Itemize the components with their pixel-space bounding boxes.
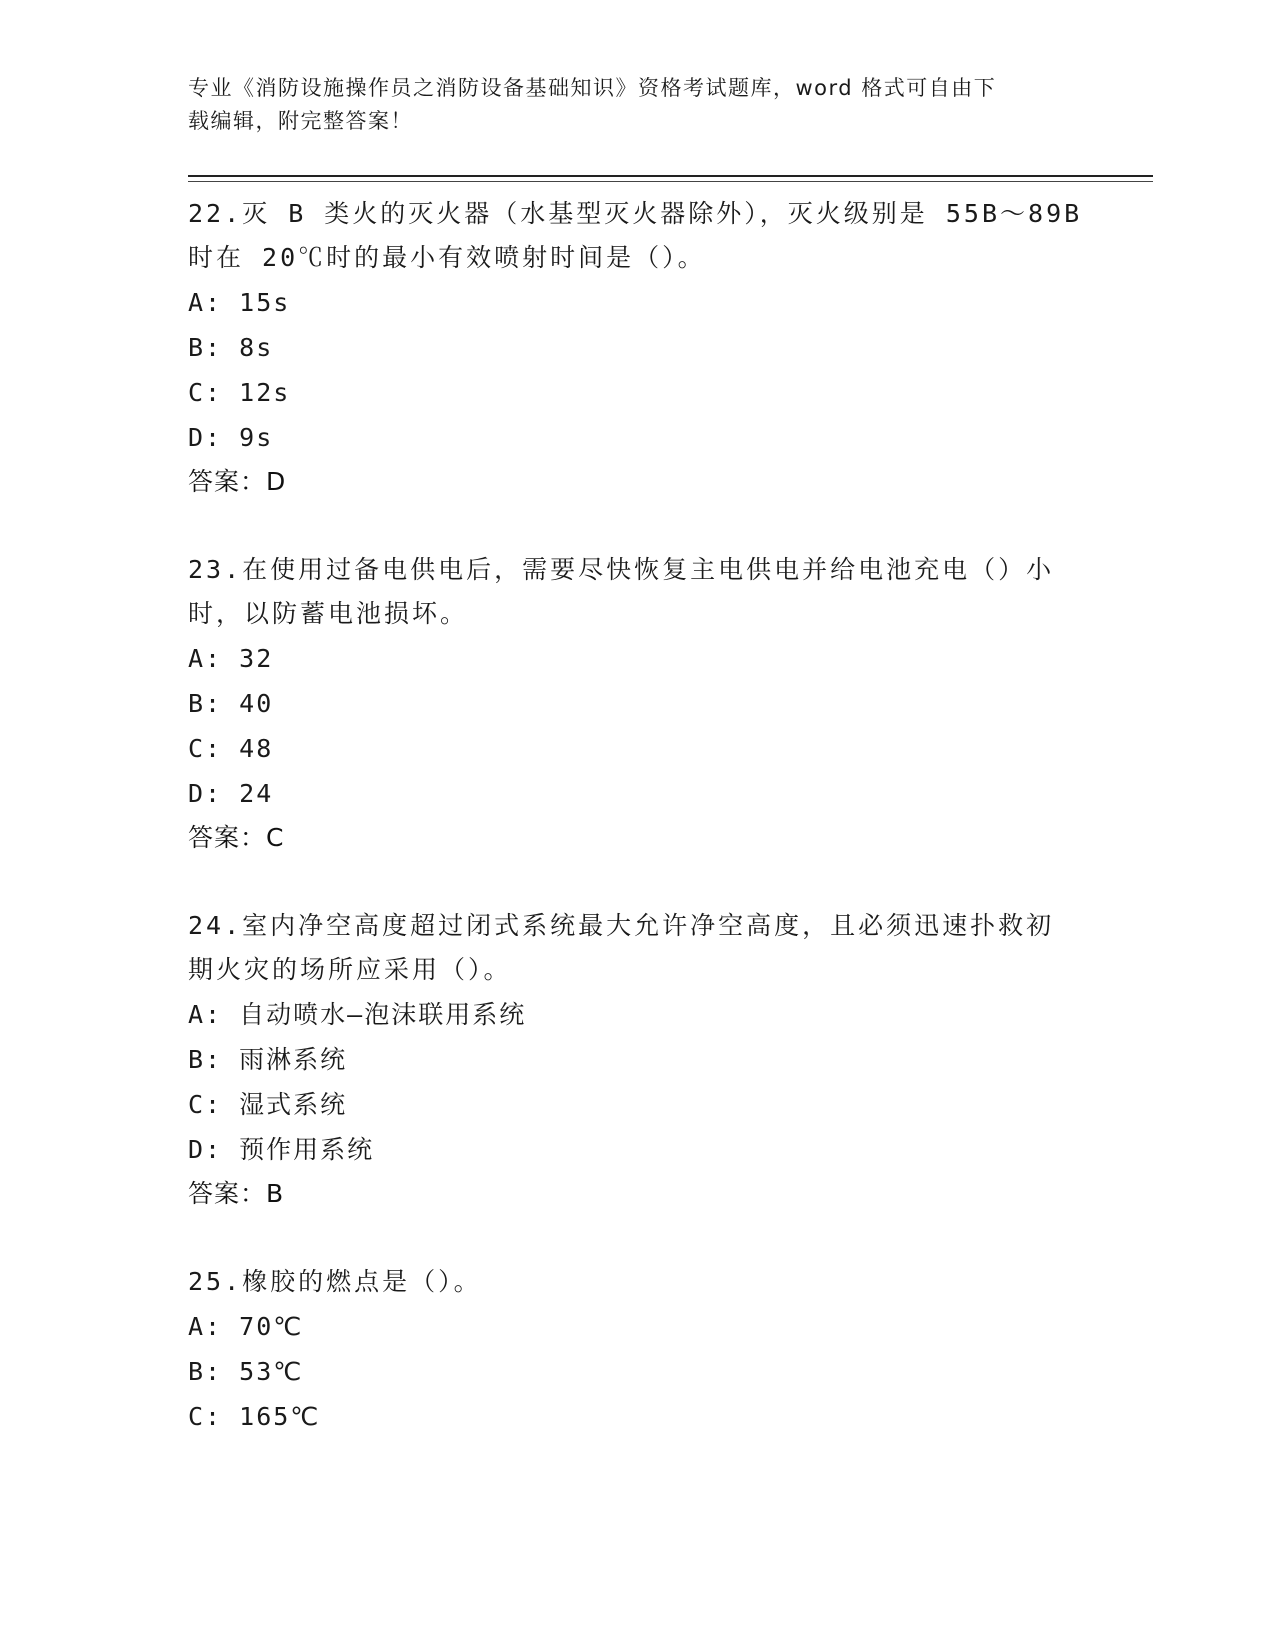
question-24: [188, 904, 1088, 1216]
answer-text: 答案：C: [188, 823, 285, 852]
answer-text: 答案：B: [188, 1179, 285, 1208]
option-c: C: 12s: [188, 378, 291, 407]
option-b: B: 雨淋系统: [188, 1045, 348, 1074]
question-stem-line: 25.橡胶的燃点是（）。: [188, 1267, 482, 1296]
question-22: [188, 192, 1088, 504]
option-d: D: 9s: [188, 423, 274, 452]
document-header: [188, 72, 1068, 138]
answer-text: 答案：D: [188, 467, 287, 496]
header-divider-thick: [188, 175, 1153, 177]
question-list: [188, 192, 1088, 1483]
question-stem-line: 时在 20℃时的最小有效喷射时间是（）。: [188, 243, 706, 272]
option-b: B: 53℃: [188, 1357, 304, 1386]
option-c: C: 48: [188, 734, 274, 763]
question-stem-line: 22.灭 B 类火的灭火器（水基型灭火器除外），灭火级别是 55B～89B: [188, 199, 1083, 228]
question-stem-line: 23.在使用过备电供电后，需要尽快恢复主电供电并给电池充电（）小: [188, 555, 1055, 584]
question-23: [188, 548, 1088, 860]
header-line-1: 专业《消防设施操作员之消防设备基础知识》资格考试题库，word 格式可自由下: [188, 76, 997, 100]
question-stem-line: 24.室内净空高度超过闭式系统最大允许净空高度，且必须迅速扑救初: [188, 911, 1055, 940]
option-d: D: 24: [188, 779, 274, 808]
option-a: A: 15s: [188, 288, 291, 317]
option-b: B: 8s: [188, 333, 274, 362]
question-stem-line: 时，以防蓄电池损坏。: [188, 599, 469, 628]
option-a: A: 70℃: [188, 1312, 304, 1341]
header-divider-thin: [188, 181, 1153, 182]
question-25: [188, 1260, 1088, 1439]
option-c: C: 湿式系统: [188, 1090, 348, 1119]
option-b: B: 40: [188, 689, 274, 718]
option-a: A: 32: [188, 644, 274, 673]
question-stem-line: 期火灾的场所应采用（）。: [188, 955, 512, 984]
option-d: D: 预作用系统: [188, 1135, 375, 1164]
header-line-2: 载编辑，附完整答案！: [188, 109, 413, 133]
option-a: A: 自动喷水—泡沫联用系统: [188, 1000, 527, 1029]
option-c: C: 165℃: [188, 1402, 321, 1431]
